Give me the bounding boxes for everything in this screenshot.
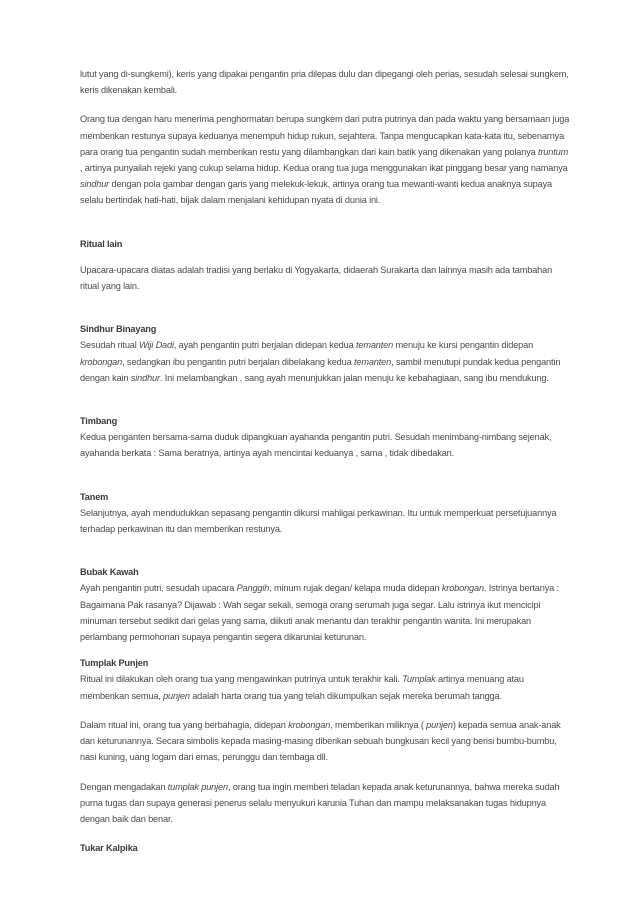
heading-sindhur-binayang: Sindhur Binayang (80, 324, 157, 335)
text-run: , sedangkan ibu pengantin putri berjalan dibelakang kedua (122, 356, 354, 367)
italic-term: punjen (426, 719, 453, 730)
italic-term: krobongan (288, 719, 331, 730)
text-run: Ayah pengantin putri, sesudah upacara (80, 583, 237, 594)
italic-term: punjen (163, 690, 190, 701)
paragraph-dengan-mengadakan (80, 779, 570, 828)
text-run: Dalam ritual ini, orang tua yang berbahagia, didepan (80, 719, 289, 730)
heading-tumplak-punjen: Tumplak Punjen (80, 658, 149, 669)
paragraph-tumplak-punjen (80, 671, 570, 703)
italic-term: temanten (353, 356, 392, 367)
paragraph-bubak-kawah (80, 580, 570, 645)
text-run: Dengan mengadakan (80, 781, 168, 792)
heading-tanem: Tanem (80, 491, 109, 502)
text-run: adalah harta orang tua yang telah dikumpulkan sejak mereka berumah tangga. (189, 690, 502, 701)
text-run: . Ini melambangkan , sang ayah menunjukkan jalan menuju ke kebahagiaan, sang ibu mendukung. (159, 372, 549, 383)
text-run: . Istrinya bertanya : Bagaimana Pak rasanya? Dijawab : Wah segar sekali, semoga orang serumah juga segar. Lalu istrinya ikut mencicipi minuman tersebut sedikit dari gelas yang sama, diikuti anak menantu dan terakhir pengantin wanita. Ini merupakan perlambang permohonan supaya pengantin segera dikaruniai keturunan. (80, 583, 559, 643)
paragraph-ritual-lain: Upacara-upacara diatas adalah tradisi yang berlaku di Yogyakarta, didaerah Surakarta dan lainnya masih ada tambahan ritual yang lain. (80, 264, 553, 292)
text-run: dengan pola gambar dengan garis yang melekuk-lekuk, artinya orang tua mewanti-wanti kedua anaknya supaya selalu bertindak hati-hati, bijak dalam menjalani kehidupan nyata di dunia ini. (80, 179, 552, 206)
text-run: , sambil menutupi pundak kedua pengantin dengan kain (80, 356, 561, 383)
heading-ritual-lain: Ritual lain (80, 238, 123, 249)
text-run: menuju ke kursi pengantin didepan (393, 340, 534, 351)
text-run: lutut yang di-sungkemi), keris yang dipakai pengantin pria dilepas dulu dan dipegangi oleh perias, sesudah selesai sungkem, keris dikenakan kembali. (80, 69, 569, 96)
italic-term: truntum (538, 146, 569, 157)
heading-timbang: Timbang (80, 416, 118, 427)
text-run: , minum rujak degan/ kelapa muda didepan (269, 583, 442, 594)
paragraph-sungkem-end (80, 66, 570, 98)
text-run: artinya menuang atau memberikan semua, (80, 674, 524, 701)
text-run: ) kepada semua anak-anak dan keturunannya. Secara simbolis kepada masing-masing diberikan sebuah bungkusan kecil yang berisi bumbu-bumbu, nasi kuning, uang logam dari emas, perunggu dan tembaga dll. (80, 719, 561, 763)
text-run: Ritual ini dilakukan oleh orang tua yang mengawinkan putrinya untuk terakhir kali. (80, 674, 403, 685)
italic-term: Panggih (236, 583, 270, 594)
heading-bubak-kawah: Bubak Kawah (80, 567, 139, 578)
paragraph-dalam-ritual (80, 717, 570, 766)
italic-term: temanten (355, 340, 394, 351)
italic-term: krobongan (441, 583, 484, 594)
text-run: Sesudah ritual (80, 340, 140, 351)
paragraph-sindhur-binayang (80, 337, 570, 386)
italic-term: sindhur (80, 179, 110, 190)
italic-term: sindhur (130, 372, 160, 383)
italic-term: Tumplak (402, 674, 436, 685)
paragraph-tanem: Selanjutnya, ayah mendudukkan sepasang pengantin dikursi mahligai perkawinan. Itu untuk memperkuat persetujuannya terhadap perkawinan itu dan memberikan restunya. (80, 507, 557, 535)
text-run: , artinya punyailah rejeki yang cukup selama hidup. Kedua orang tua juga menggunakan ikat pinggang besar yang namanya (80, 163, 568, 174)
italic-term: krobongan (80, 356, 123, 367)
heading-tukar-kalpika: Tukar Kalpika (80, 843, 138, 854)
text-run: , orang tua ingin memberi teladan kepada anak keturunannya, bahwa mereka sudah purna tugas dan supaya generasi penerus selalu menyukuri karunia Tuhan dan mampu melaksanakan tugas hidupnya dengan baik dan benar. (80, 781, 560, 824)
text-run: , ayah pengantin putri berjalan didepan kedua (173, 340, 356, 351)
text-run: , memberikan miliknya ( (330, 719, 427, 730)
document-page (80, 66, 570, 856)
paragraph-orang-tua (80, 111, 570, 208)
paragraph-timbang: Kedua penganten bersama-sama duduk dipangkuan ayahanda pengantin putri. Sesudah menimbang-nimbang sejenak, ayahanda berkata : Sama beratnya, artinya ayah mencintai keduanya , sama , tidak dibedakan. (80, 432, 552, 459)
italic-term: tumplak punjen (167, 781, 228, 792)
text-run: Orang tua dengan haru menerima penghormatan berupa sungkem dari putra putrinya dan pada waktu yang bersamaan juga memberikan restunya supaya keduanya menempuh hidup rukun, sejahtera. Tanpa mengucapkan kata-kata itu, sebenarnya para orang tua pengantin sudah memberikan restu yang dilambangkan dari kain batik yang dikenakan yang polanya (80, 114, 570, 157)
italic-term: Wiji Dadi (139, 340, 174, 351)
